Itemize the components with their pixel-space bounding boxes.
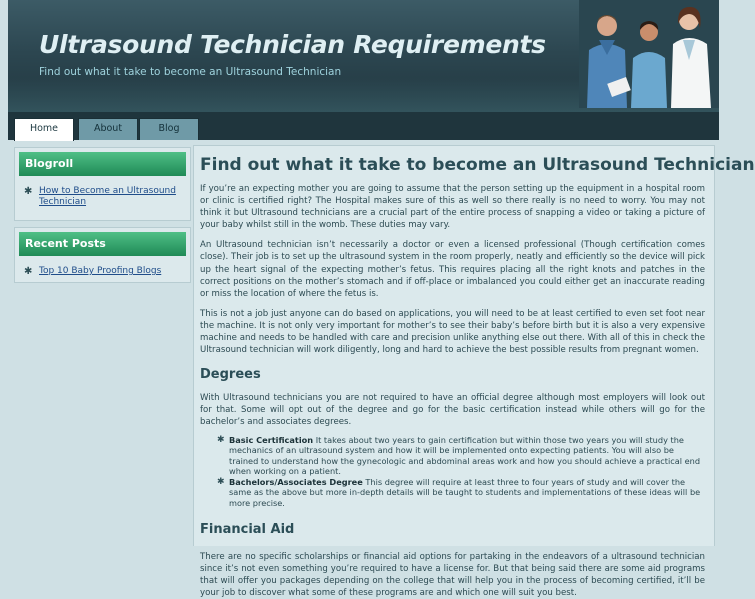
medical-staff-photo xyxy=(579,0,719,108)
site-header xyxy=(8,0,719,118)
degrees-intro: With Ultrasound technicians you are not required to have an official degree although most employers will look out for that. Some will opt out of the degree and go for the basic certification instead while others will go for the bachelor’s and associates degrees. xyxy=(200,393,705,428)
site-tagline: Find out what it take to become an Ultrasound Technician xyxy=(39,66,342,78)
tab-about[interactable]: About xyxy=(78,118,138,140)
list-item xyxy=(217,434,705,477)
recent-posts-widget xyxy=(14,227,191,283)
list-item-term: Bachelors/Associates Degree xyxy=(229,476,363,487)
paragraph: An Ultrasound technician isn’t necessarily a doctor or even a licensed professional (Though certification comes close). Their job is to set up the ultrasound system in the room properly, neatly and efficiently so the device will pick up the heart signal of the expecting mother’s fetus. This requires placing all the right knots and patches in the correct positions on the mother’s stomach and if off-place or imbalanced you could either get an inaccurate reading or miss the location of where the fetus is. xyxy=(200,240,705,299)
recent-posts-title: Recent Posts xyxy=(19,232,186,256)
asterisk-bullet-icon: ✱ xyxy=(24,186,33,197)
tab-home[interactable]: Home xyxy=(14,118,74,141)
list-item-text: This degree will require at least three to four years of study and will cover the same as the above but more in-depth details will be taught to students and implementations of these ideas will be more precise. xyxy=(229,476,701,508)
page-title: Find out what it take to become an Ultrasound Technician xyxy=(200,155,755,175)
list-item-term: Basic Certification xyxy=(229,434,314,445)
main-content xyxy=(193,145,755,599)
asterisk-bullet-icon: ✱ xyxy=(217,476,225,487)
blogroll-link[interactable] xyxy=(24,186,184,208)
asterisk-bullet-icon: ✱ xyxy=(24,266,33,277)
financial-aid-text: There are no specific scholarships or financial aid options for partaking in the endeavors of a ultrasound technician since it’s not even something you’re required to have a license for. But that being said there are some aid programs that will offer you packages depending on the college that will help you in the process of becoming certified, it’ll be your job to discover what some of these programs are and which one will suit you best. xyxy=(200,552,705,599)
degrees-heading: Degrees xyxy=(200,367,261,383)
list-item-text: It takes about two years to gain certification but within those two years you will study the mechanics of an ultrasound system and how it will be implemented onto expecting patients. You will also be trained to understand how the gynecologic and abdominal areas work and how you should achieve a practical end when working on a patient. xyxy=(229,434,701,476)
asterisk-bullet-icon: ✱ xyxy=(217,434,225,445)
degrees-list xyxy=(200,435,705,509)
financial-aid-heading: Financial Aid xyxy=(200,522,295,537)
blogroll-link-label[interactable]: How to Become an Ultrasound Technician xyxy=(39,186,176,207)
recent-post-link[interactable] xyxy=(24,266,184,277)
paragraph: If you’re an expecting mother you are going to assume that the person setting up the equipment in a hospital room or clinic is certified right? The Hospital makes sure of this as well so there really is no need to worry. You may not think it but Ultrasound technicians are a crucial part of the entire process of snapping a video or taking a picture of your baby whilst still in the womb. These duties may vary. xyxy=(200,184,705,231)
paragraph: This is not a job just anyone can do based on applications, you will need to be at least certified to even set foot near the machine. It is not only very important for mother’s to see their baby’s before birth but it is also a very expensive machine and needs to be handled with care and precision unlike anything else out there. With all of this in check the Ultrasound technician will work diligently, long and hard to achieve the best possible results from pregnant women. xyxy=(200,308,705,356)
recent-post-link-label[interactable]: Top 10 Baby Proofing Blogs xyxy=(39,266,162,276)
blogroll-title: Blogroll xyxy=(19,152,186,176)
blogroll-widget xyxy=(14,147,191,221)
list-item xyxy=(217,476,705,509)
site-title[interactable]: Ultrasound Technician Requirements xyxy=(39,30,546,59)
tab-blog[interactable]: Blog xyxy=(139,118,199,140)
